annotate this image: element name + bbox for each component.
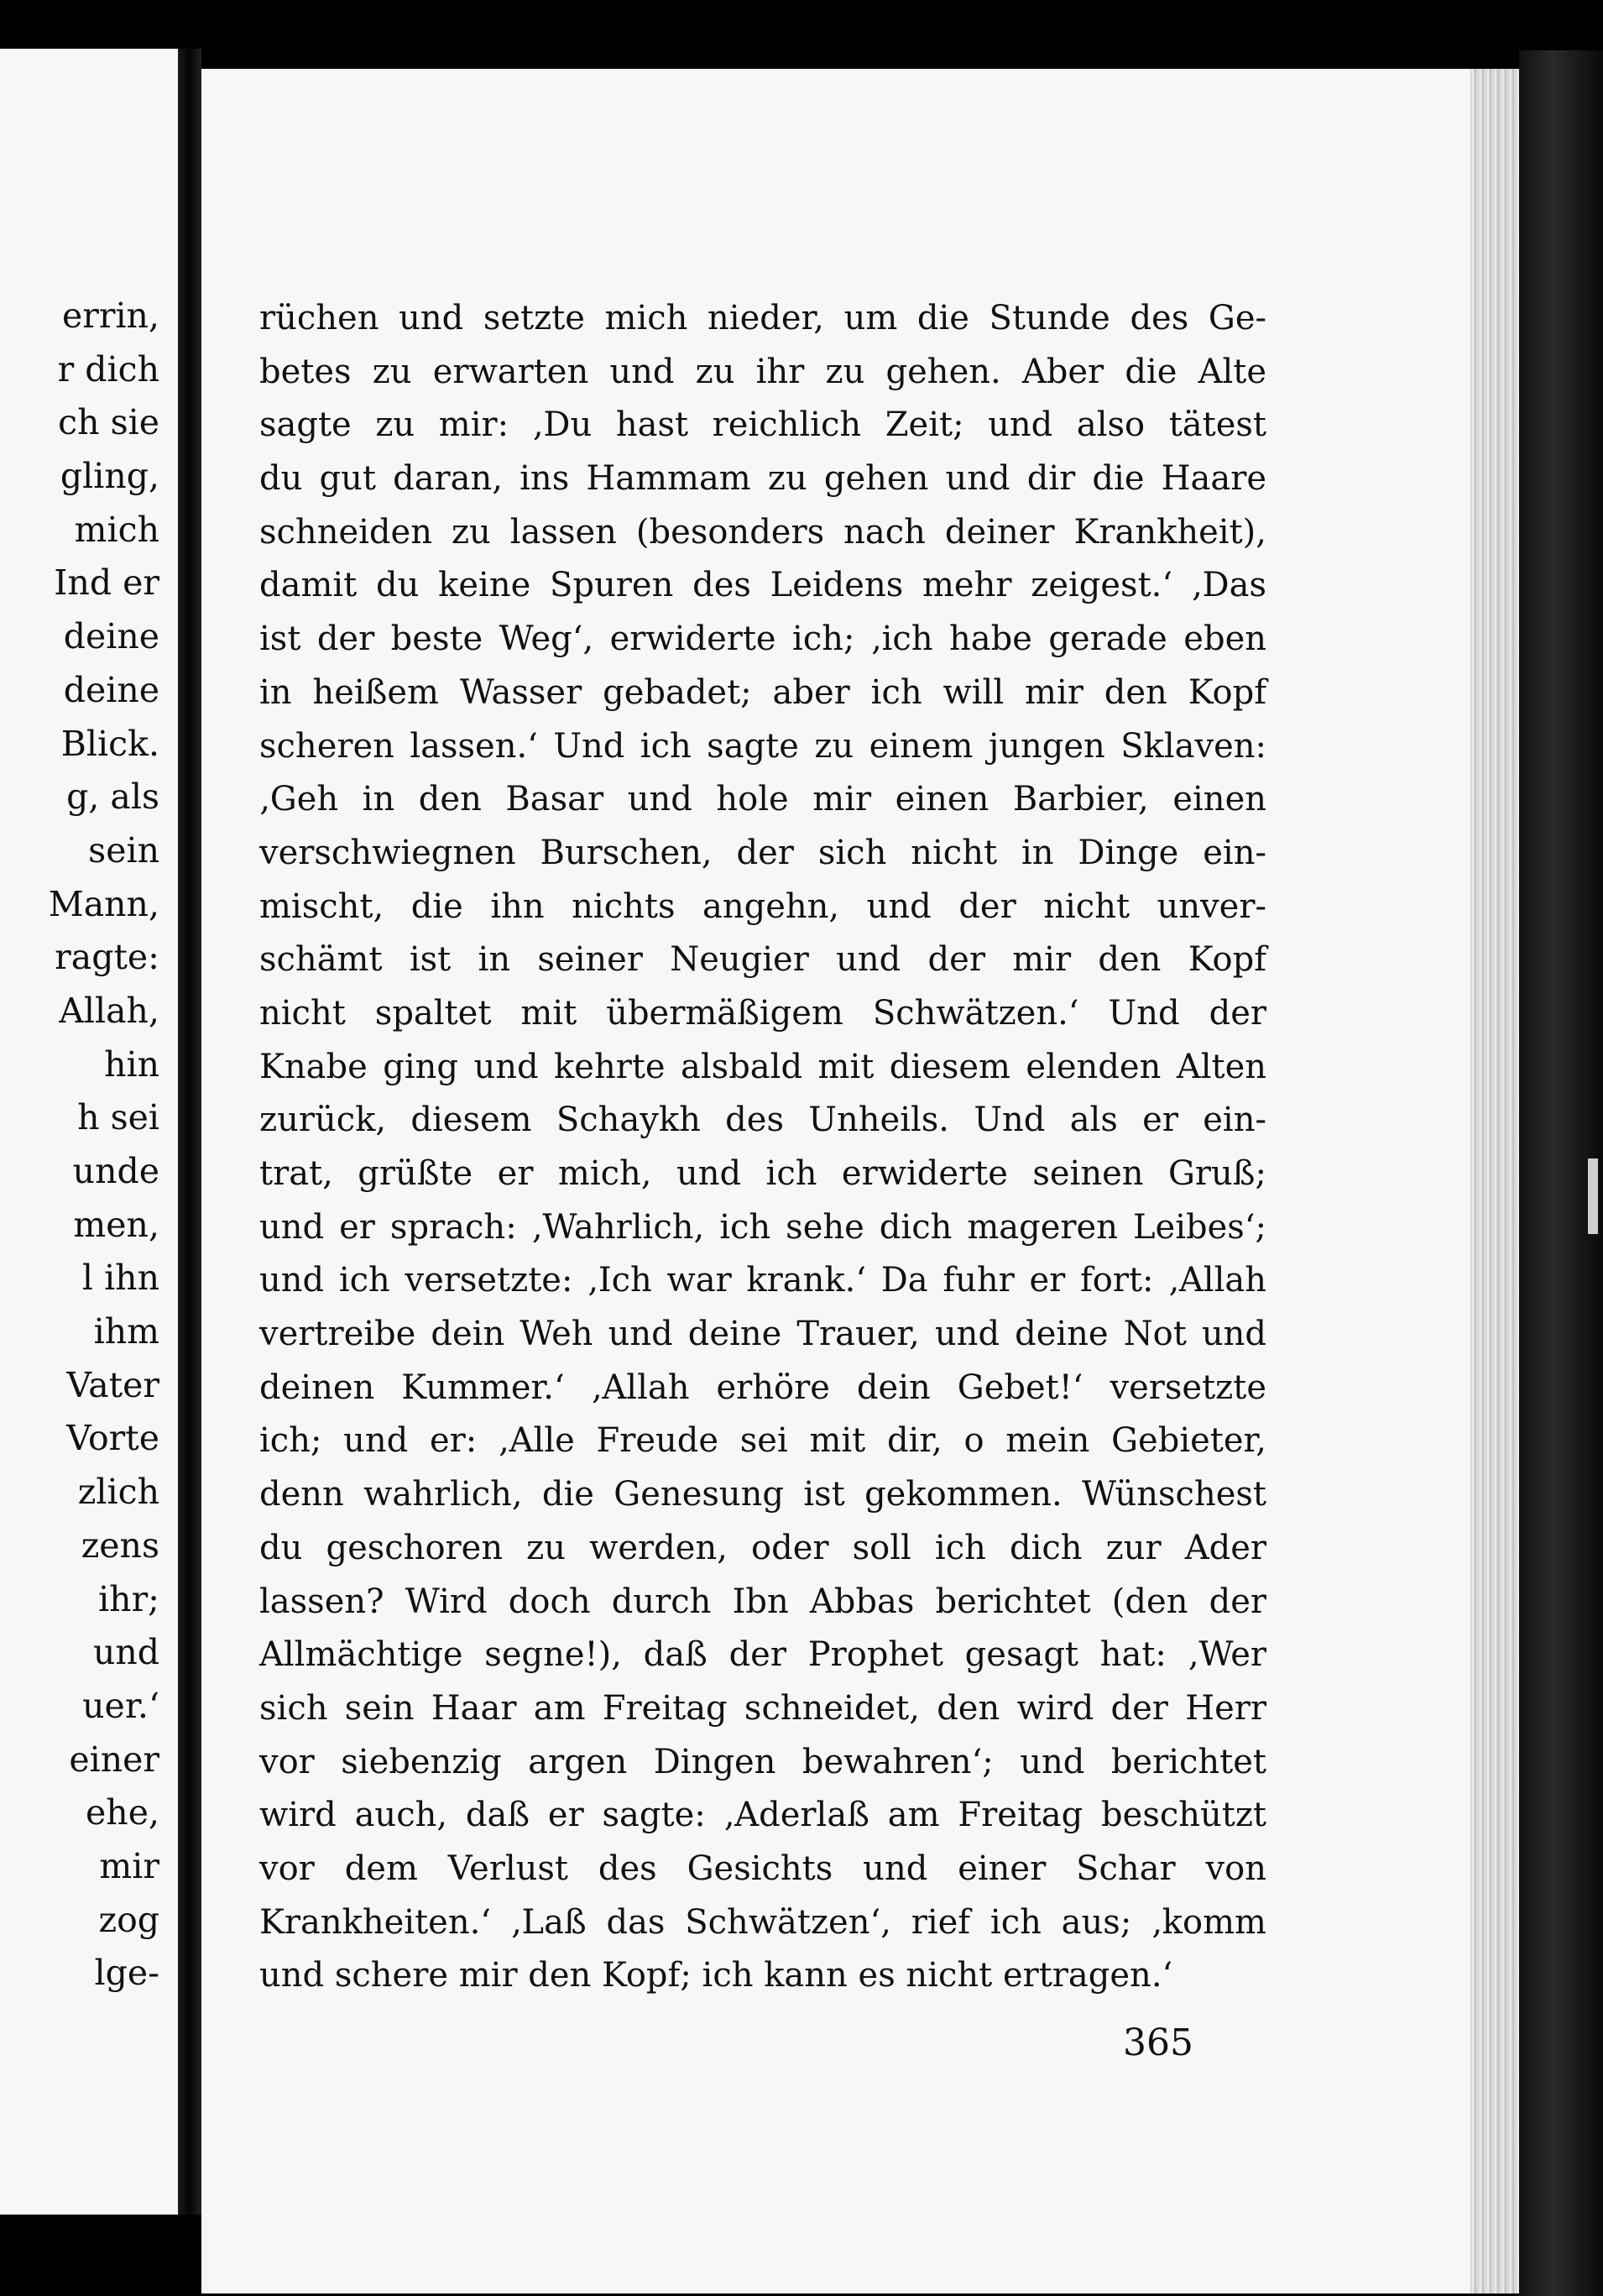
text-line: Knabe ging und kehrte alsbald mit diesem elenden Alten <box>259 1047 1266 1086</box>
left-text-fragment: ihm <box>93 1311 159 1352</box>
left-text-fragment: unde <box>72 1151 159 1191</box>
text-line: ‚Geh in den Basar und hole mir einen Barbier, einen <box>259 780 1266 819</box>
text-line: ist der beste Weg‘, erwiderte ich; ‚ich habe gerade eben <box>259 620 1266 659</box>
text-line: betes zu erwarten und zu ihr zu gehen. Aber die Alte <box>259 352 1266 391</box>
left-text-fragment: zens <box>81 1525 159 1566</box>
left-text-fragment: errin, <box>61 295 159 336</box>
left-text-fragment: mich <box>74 509 159 550</box>
page-edges <box>1470 69 1519 2293</box>
text-line: und schere mir den Kopf; ich kann es nicht ertragen.‘ <box>259 1956 1173 1995</box>
left-text-fragment: Mann, <box>48 883 159 924</box>
left-text-fragment: deine <box>63 616 159 657</box>
text-line: trat, grüßte er mich, und ich erwiderte seinen Gruß; <box>259 1154 1266 1193</box>
left-text-fragment: l ihn <box>81 1258 159 1299</box>
left-text-fragment: mir <box>99 1845 159 1886</box>
left-text-fragment: lge- <box>94 1953 159 1994</box>
left-text-fragment: Allah, <box>59 990 159 1031</box>
binding-mark <box>1588 1158 1598 1234</box>
left-text-fragment: ihr; <box>98 1578 159 1619</box>
left-text-fragment: sein <box>88 829 159 871</box>
left-text-fragment: zlich <box>77 1472 159 1513</box>
left-text-fragment: uer.‘ <box>82 1685 159 1726</box>
text-line: lassen? Wird doch durch Ibn Abbas berichtet (den der <box>259 1582 1266 1621</box>
left-text-fragment: Blick. <box>60 723 159 764</box>
text-line: Allmächtige segne!), daß der Prophet gesagt hat: ‚Wer <box>259 1635 1266 1675</box>
text-line: verschwiegnen Burschen, der sich nicht in Dinge ein- <box>259 833 1266 872</box>
text-line: denn wahrlich, die Genesung ist gekommen. Wünschest <box>259 1475 1266 1514</box>
text-line: vor siebenzig argen Dingen bewahren‘; und berichtet <box>259 1742 1266 1781</box>
left-text-fragment: deine <box>63 669 159 710</box>
left-text-fragment: h sei <box>77 1097 159 1138</box>
book-gutter <box>178 49 201 2215</box>
text-line: sagte zu mir: ‚Du hast reichlich Zeit; und also tätest <box>259 405 1266 445</box>
left-text-fragment: Ind er <box>54 562 159 604</box>
left-text-fragment: men, <box>73 1204 159 1245</box>
left-text-fragment: Vorte <box>66 1418 159 1459</box>
text-line: vertreibe dein Weh und deine Trauer, und deine Not und <box>259 1315 1266 1354</box>
text-line: scheren lassen.‘ Und ich sagte zu einem jungen Sklaven: <box>259 726 1266 766</box>
right-page <box>201 69 1519 2293</box>
text-line: deinen Kummer.‘ ‚Allah erhöre dein Gebet!‘ versetzte <box>259 1368 1266 1407</box>
left-text-fragment: r dich <box>57 348 159 390</box>
text-line: du gut daran, ins Hammam zu gehen und dir die Haare <box>259 459 1266 499</box>
text-line: und er sprach: ‚Wahrlich, ich sehe dich mageren Leibes‘; <box>259 1207 1266 1247</box>
text-line: schämt ist in seiner Neugier und der mir den Kopf <box>259 940 1266 980</box>
text-line: nicht spaltet mit übermäßigem Schwätzen.‘ Und der <box>259 993 1266 1033</box>
left-text-fragment: g, als <box>66 777 159 818</box>
body-text <box>259 292 1266 2003</box>
text-line: rüchen und setzte mich nieder, um die Stunde des Ge- <box>259 299 1266 337</box>
left-text-fragment: ragte: <box>55 937 159 978</box>
text-line: ich; und er: ‚Alle Freude sei mit dir, o mein Gebieter, <box>259 1421 1266 1461</box>
left-text-fragment: ehe, <box>86 1792 159 1833</box>
left-text-fragment: Vater <box>66 1364 159 1405</box>
text-line: wird auch, daß er sagte: ‚Aderlaß am Freitag beschützt <box>259 1796 1266 1835</box>
left-page-text <box>0 290 178 2001</box>
left-text-fragment: ch sie <box>58 402 159 443</box>
left-text-fragment: hin <box>104 1043 159 1085</box>
text-line: vor dem Verlust des Gesichts und einer Schar von <box>259 1849 1266 1888</box>
text-line: und ich versetzte: ‚Ich war krank.‘ Da fuhr er fort: ‚Allah <box>259 1261 1266 1300</box>
text-line: sich sein Haar am Freitag schneidet, den wird der Herr <box>259 1688 1266 1728</box>
left-text-fragment: zog <box>98 1899 159 1940</box>
page-number: 365 <box>1123 2021 1193 2064</box>
left-text-fragment: und <box>92 1632 159 1673</box>
text-line: du geschoren zu werden, oder soll ich dich zur Ader <box>259 1528 1266 1567</box>
text-line: in heißem Wasser gebadet; aber ich will mir den Kopf <box>259 672 1266 712</box>
text-line: Krankheiten.‘ ‚Laß das Schwätzen‘, rief ich aus; ‚komm <box>259 1902 1266 1942</box>
left-text-fragment: gling, <box>60 456 159 497</box>
left-text-fragment: einer <box>69 1739 159 1780</box>
left-page <box>0 49 178 2215</box>
text-line: schneiden zu lassen (besonders nach deiner Krankheit), <box>259 512 1266 552</box>
text-line: zurück, diesem Schaykh des Unheils. Und als er ein- <box>259 1101 1266 1140</box>
text-line: mischt, die ihn nichts angehn, und der nicht unver- <box>259 886 1266 926</box>
text-line: damit du keine Spuren des Leidens mehr zeigest.‘ ‚Das <box>259 566 1266 605</box>
